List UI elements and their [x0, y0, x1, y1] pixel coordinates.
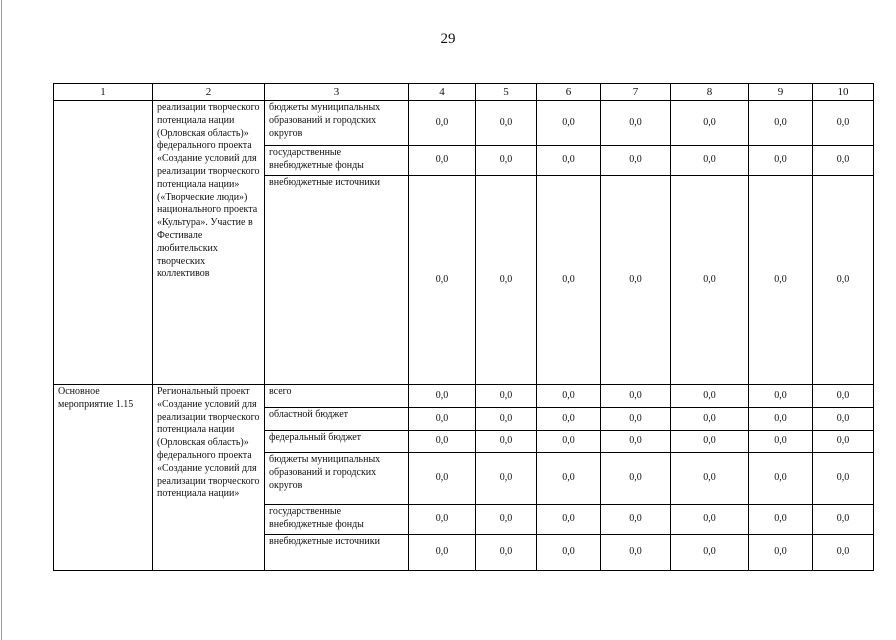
value-cell: 0,0	[409, 408, 476, 431]
funding-source-cell: государственные внебюджетные фонды	[265, 146, 409, 176]
col-header: 3	[265, 84, 409, 101]
page-number: 29	[440, 31, 456, 47]
value-cell: 0,0	[749, 176, 813, 385]
value-cell: 0,0	[409, 101, 476, 146]
value-cell: 0,0	[813, 385, 874, 408]
value-cell: 0,0	[813, 101, 874, 146]
value-cell: 0,0	[813, 505, 874, 535]
value-cell: 0,0	[749, 408, 813, 431]
value-cell: 0,0	[749, 505, 813, 535]
value-cell: 0,0	[601, 453, 671, 505]
value-cell: 0,0	[601, 431, 671, 453]
value-cell: 0,0	[409, 146, 476, 176]
value-cell: 0,0	[476, 535, 537, 571]
table-row	[54, 101, 874, 146]
value-cell: 0,0	[813, 146, 874, 176]
value-cell: 0,0	[749, 101, 813, 146]
page-left-border	[1, 0, 2, 640]
value-cell: 0,0	[537, 535, 601, 571]
project-description-cell: Региональный проект «Создание условий для реализации творческого потенциала нации (Орловская область)» федерального проекта «Создание условий для реализации творческого потенциала нации»	[153, 385, 265, 571]
value-cell: 0,0	[813, 535, 874, 571]
col-header: 9	[749, 84, 813, 101]
value-cell: 0,0	[671, 146, 749, 176]
value-cell: 0,0	[671, 505, 749, 535]
value-cell: 0,0	[537, 176, 601, 385]
col-header: 4	[409, 84, 476, 101]
value-cell: 0,0	[601, 408, 671, 431]
value-cell: 0,0	[749, 146, 813, 176]
value-cell: 0,0	[537, 453, 601, 505]
value-cell: 0,0	[813, 408, 874, 431]
project-description-cell: реализации творческого потенциала нации (Орловская область)» федерального проекта «Создание условий для реализации творческого потенциала нации» («Творческие люди») национального проекта «Культура». Участие в Фестивале любительских творческих коллективов	[153, 101, 265, 385]
funding-source-cell: государственные внебюджетные фонды	[265, 505, 409, 535]
value-cell: 0,0	[671, 408, 749, 431]
funding-source-cell: бюджеты муниципальных образований и городских округов	[265, 453, 409, 505]
header-row	[54, 84, 874, 101]
value-cell: 0,0	[671, 535, 749, 571]
value-cell: 0,0	[749, 385, 813, 408]
activity-cell	[54, 101, 153, 385]
funding-source-cell: внебюджетные источники	[265, 176, 409, 385]
value-cell: 0,0	[409, 431, 476, 453]
funding-source-cell: областной бюджет	[265, 408, 409, 431]
value-cell: 0,0	[601, 176, 671, 385]
value-cell: 0,0	[409, 176, 476, 385]
value-cell: 0,0	[601, 385, 671, 408]
value-cell: 0,0	[476, 101, 537, 146]
value-cell: 0,0	[476, 431, 537, 453]
value-cell: 0,0	[671, 176, 749, 385]
value-cell: 0,0	[749, 453, 813, 505]
table-body	[54, 84, 874, 571]
value-cell: 0,0	[537, 385, 601, 408]
funding-source-cell: федеральный бюджет	[265, 431, 409, 453]
value-cell: 0,0	[671, 385, 749, 408]
value-cell: 0,0	[476, 176, 537, 385]
col-header: 6	[537, 84, 601, 101]
value-cell: 0,0	[749, 431, 813, 453]
value-cell: 0,0	[671, 101, 749, 146]
value-cell: 0,0	[813, 431, 874, 453]
col-header: 8	[671, 84, 749, 101]
value-cell: 0,0	[813, 176, 874, 385]
value-cell: 0,0	[749, 535, 813, 571]
value-cell: 0,0	[671, 453, 749, 505]
value-cell: 0,0	[671, 431, 749, 453]
funding-source-cell: всего	[265, 385, 409, 408]
value-cell: 0,0	[476, 408, 537, 431]
table-row	[54, 385, 874, 408]
value-cell: 0,0	[537, 505, 601, 535]
funding-source-cell: внебюджетные источники	[265, 535, 409, 571]
funding-source-cell: бюджеты муниципальных образований и городских округов	[265, 101, 409, 146]
budget-table	[53, 83, 874, 571]
value-cell: 0,0	[601, 101, 671, 146]
value-cell: 0,0	[476, 385, 537, 408]
value-cell: 0,0	[537, 146, 601, 176]
value-cell: 0,0	[601, 505, 671, 535]
value-cell: 0,0	[537, 408, 601, 431]
col-header: 10	[813, 84, 874, 101]
value-cell: 0,0	[476, 505, 537, 535]
value-cell: 0,0	[409, 385, 476, 408]
value-cell: 0,0	[476, 453, 537, 505]
col-header: 5	[476, 84, 537, 101]
value-cell: 0,0	[537, 431, 601, 453]
col-header: 7	[601, 84, 671, 101]
col-header: 2	[153, 84, 265, 101]
value-cell: 0,0	[409, 535, 476, 571]
value-cell: 0,0	[409, 505, 476, 535]
value-cell: 0,0	[601, 535, 671, 571]
value-cell: 0,0	[537, 101, 601, 146]
value-cell: 0,0	[601, 146, 671, 176]
value-cell: 0,0	[409, 453, 476, 505]
value-cell: 0,0	[476, 146, 537, 176]
value-cell: 0,0	[813, 453, 874, 505]
col-header: 1	[54, 84, 153, 101]
activity-cell: Основное мероприятие 1.15	[54, 385, 153, 571]
